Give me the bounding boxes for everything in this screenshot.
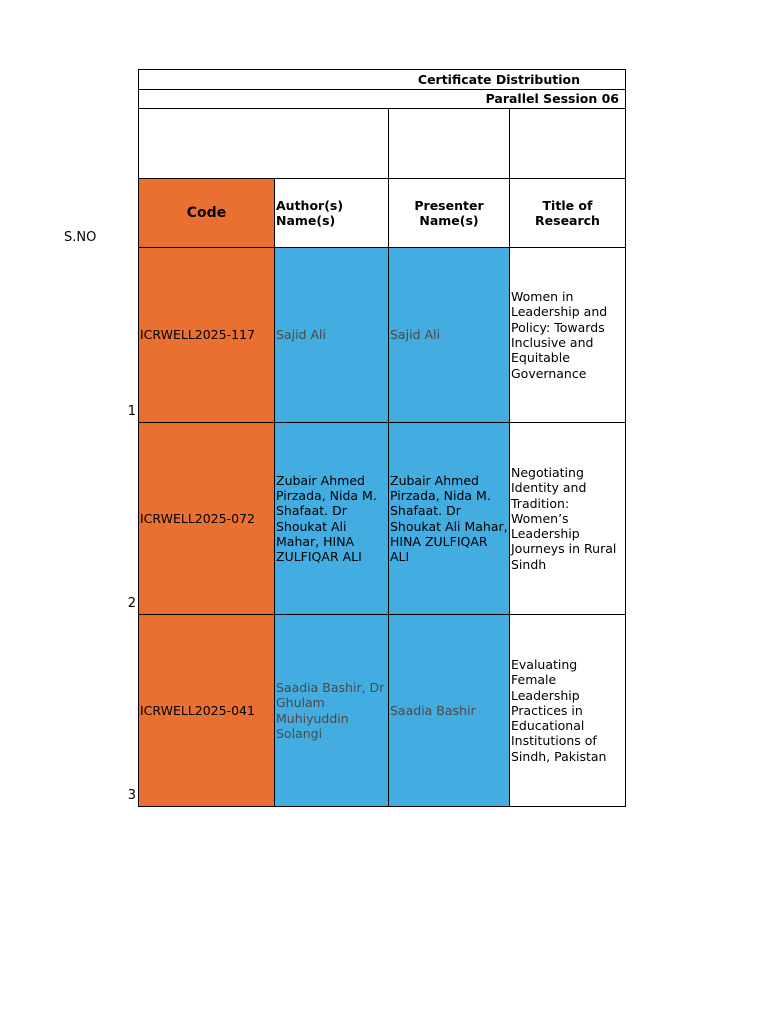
table-title: Certificate Distribution: [138, 69, 626, 90]
code-cell: [138, 614, 275, 807]
header-authors-label: Author(s) Name(s): [276, 197, 344, 228]
authors-cell: [274, 422, 389, 615]
authors-cell: [274, 614, 389, 807]
presenter-cell: [388, 247, 510, 423]
header-code-label: Code: [186, 205, 227, 221]
spacer-cell-title: [509, 108, 626, 179]
presenter-cell: [388, 422, 510, 615]
row-number: 2: [127, 596, 136, 611]
code-cell: [138, 247, 275, 423]
header-presenter: [388, 178, 510, 248]
authors-text: Zubair Ahmed Pirzada, Nida M. Shafaat. Dr Shoukat Ali Mahar, HINA ZULFIQAR ALI: [276, 472, 377, 565]
presenter-cell: [388, 614, 510, 807]
header-presenter-label: Presenter Name(s): [414, 197, 484, 228]
authors-text: Saadia Bashir, Dr Ghulam Muhiyuddin Solangi: [276, 679, 385, 741]
presenter-text: Saadia Bashir: [390, 702, 476, 718]
research-title-cell: [509, 422, 626, 615]
research-title-text: Evaluating Female Leadership Practices in Educational Institutions of Sindh, Pakistan: [511, 656, 607, 764]
code-cell: [138, 422, 275, 615]
header-title-label: Title of Research: [535, 197, 600, 228]
header-authors: [274, 178, 389, 248]
presenter-text: Sajid Ali: [390, 327, 440, 343]
row-number: 3: [127, 788, 136, 803]
code-text: ICRWELL2025-041: [140, 702, 255, 718]
header-title: [509, 178, 626, 248]
spacer-cell-presenter: [388, 108, 510, 179]
row-number: 1: [127, 404, 136, 419]
research-title-text: Women in Leadership and Policy: Towards Inclusive and Equitable Governance: [511, 289, 608, 381]
session-title: Parallel Session 06: [138, 89, 626, 109]
research-title-cell: [509, 614, 626, 807]
authors-text: Sajid Ali: [276, 327, 326, 343]
sno-header: S.NO: [64, 230, 97, 245]
presenter-text: Zubair Ahmed Pirzada, Nida M. Shafaat. Dr Shoukat Ali Mahar, HINA ZULFIQAR ALI: [390, 472, 508, 565]
research-title-cell: [509, 247, 626, 423]
code-text: ICRWELL2025-117: [140, 327, 255, 343]
code-text: ICRWELL2025-072: [140, 510, 255, 526]
authors-cell: [274, 247, 389, 423]
research-title-text: Negotiating Identity and Tradition: Women’s Leadership Journeys in Rural Sindh: [511, 464, 617, 572]
spacer-cell-left: [138, 108, 389, 179]
header-code: [138, 178, 275, 248]
